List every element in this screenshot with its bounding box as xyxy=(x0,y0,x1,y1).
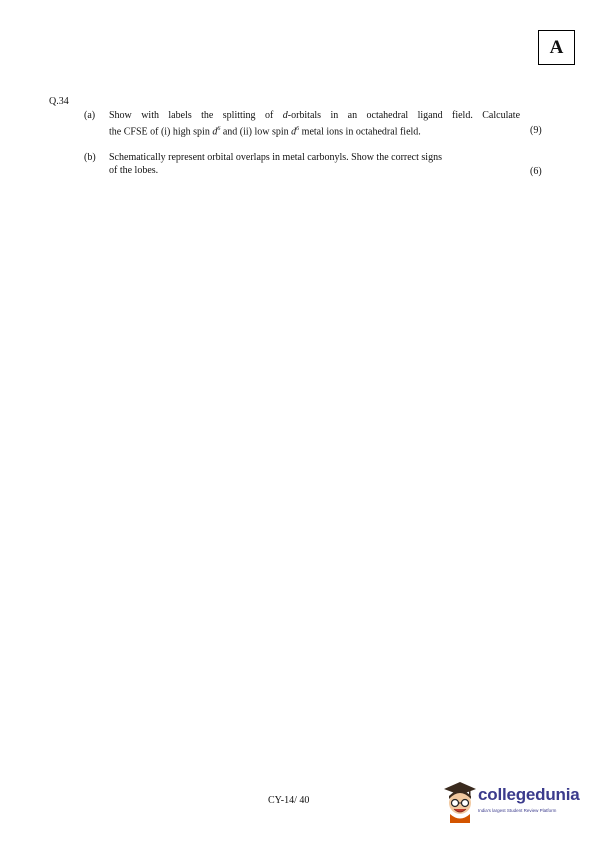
question-part-a xyxy=(84,110,520,138)
brand-watermark xyxy=(442,779,580,827)
question-part-b xyxy=(84,152,520,177)
graduate-cap-face-icon xyxy=(442,779,478,827)
question-number: Q.34 xyxy=(49,96,69,107)
part-a-line-1: Show with labels the splitting of d-orbitals in an octahedral ligand field. Calculate xyxy=(109,110,521,121)
part-a-line-2-end: metal ions in octahedral field. xyxy=(299,125,421,137)
part-a-line-2 xyxy=(109,123,520,139)
brand-tagline: India's largest Student Review Platform xyxy=(478,808,557,813)
part-a-label: (a) xyxy=(84,110,96,121)
part-b-label: (b) xyxy=(84,152,96,163)
part-a-superscript-2: 6 xyxy=(296,125,300,132)
page-footer: CY-14/ 40 xyxy=(268,795,310,806)
part-a-marks: (9) xyxy=(530,125,542,136)
part-a-superscript-1: 6 xyxy=(217,125,221,132)
part-a-line-2-start: the CFSE of (i) high spin d xyxy=(109,125,218,137)
part-b-text xyxy=(109,152,520,177)
part-a-text xyxy=(109,110,520,138)
paper-set-box xyxy=(538,30,575,65)
part-b-line-1: Schematically represent orbital overlaps in metal carbonyls. Show the correct signs xyxy=(109,152,442,163)
part-b-marks: (6) xyxy=(530,166,542,177)
part-a-line-2-mid: and (ii) low spin d xyxy=(220,125,297,137)
part-b-line-2: of the lobes. xyxy=(109,164,159,176)
brand-name: collegedunia xyxy=(478,785,580,804)
paper-set-label: A xyxy=(549,36,564,58)
